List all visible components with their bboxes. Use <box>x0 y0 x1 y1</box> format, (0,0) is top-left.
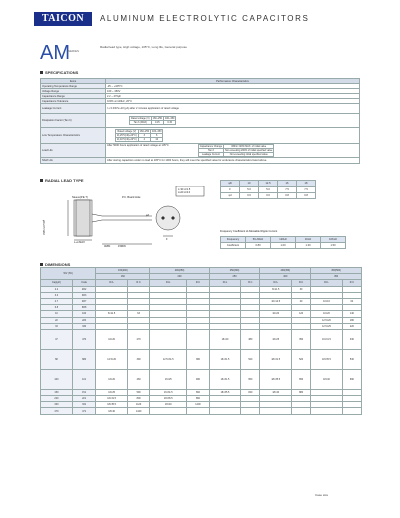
case-size-cell: 8×11.5 <box>96 311 128 317</box>
ripple-current-cell <box>187 408 209 414</box>
ripple-current-cell: 390 <box>127 349 149 369</box>
case-size-cell: 16×31.5 <box>311 329 343 349</box>
imp-subtable <box>115 129 163 142</box>
col-header: D×L <box>311 280 343 286</box>
load-cell: Not exceeding initial specified value <box>224 153 274 157</box>
ripple-current-cell: 1120 <box>127 402 149 408</box>
dim-cell: 16 <box>278 181 297 187</box>
voltage-header: 250(300) <box>209 268 260 274</box>
cap-cell: 22 <box>41 317 73 323</box>
alpha-cell: L≥20 <box>178 191 184 194</box>
table-row <box>41 369 362 389</box>
alpha-cell: α=1.5 <box>184 188 191 191</box>
col-header: D×L <box>260 280 292 286</box>
spec-label: Shelf Life <box>41 158 106 164</box>
spec-label: Capacitance Range <box>41 94 106 99</box>
case-size-cell: 12.5×20 <box>311 317 343 323</box>
spec-label: Dissipation Factor (Tan δ) <box>41 114 106 128</box>
code-header: Code <box>72 280 95 286</box>
col-header: D×L <box>96 280 128 286</box>
frequency-table <box>220 236 346 249</box>
imp-cell: 160~250 <box>139 130 150 133</box>
imp-cell: Z(-25°C)/Z(+20°C) <box>117 134 137 137</box>
col-header: R.C <box>127 280 149 286</box>
cap-cell: 47 <box>41 329 73 349</box>
voltage-subheader: 160 <box>96 274 150 280</box>
case-size-cell: 10×20 <box>260 311 292 317</box>
case-size-cell <box>209 408 241 414</box>
voltage-header: 200(250) <box>150 268 209 274</box>
code-cell: 4R7 <box>72 298 95 304</box>
freq-cell: Coefficient <box>221 243 246 249</box>
brand-logo: TAICON <box>34 12 92 26</box>
case-size-cell: 16×31.5 <box>209 369 241 389</box>
case-size-note: Case size <box>315 493 329 497</box>
ripple-current-cell: 220 <box>342 323 361 329</box>
voltage-header: 160(200) <box>96 268 150 274</box>
dim-cell: 0.6 <box>240 193 259 199</box>
ripple-current-cell: 530 <box>342 349 361 369</box>
spec-header-performance: Performance Characteristics <box>106 79 360 84</box>
imp-cell: 10 <box>151 138 163 142</box>
dim-cell: 0.8 <box>297 193 316 199</box>
cap-header: Cap(μF) <box>41 280 73 286</box>
case-size-cell: 18×40 <box>96 408 128 414</box>
spec-label: Voltage Range <box>41 89 106 94</box>
col-header: R.C <box>291 280 310 286</box>
col-header: R.C <box>187 280 209 286</box>
case-size-cell: 16×20 <box>209 329 241 349</box>
cap-cell: 68 <box>41 349 73 369</box>
case-size-cell: 10×20 <box>311 311 343 317</box>
ripple-current-cell: 1440 <box>127 408 149 414</box>
section-specifications: SPECIFICATIONS <box>40 70 78 75</box>
load-cell: Not exceeding 200% of initial specified value <box>225 149 273 152</box>
freq-cell: 10KHz <box>321 237 346 243</box>
case-size-cell: 18×40 <box>150 402 187 408</box>
ripple-current-cell <box>342 408 361 414</box>
df-cell: 160~250 <box>152 117 162 120</box>
series-name: AM <box>40 42 70 64</box>
case-size-cell: 16×31.5 <box>150 389 187 395</box>
case-size-cell: 12.5×20 <box>96 349 128 369</box>
table-row <box>41 329 362 349</box>
df-cell: 0.15 <box>163 121 175 125</box>
freq-cell: 50~60Hz <box>246 237 271 243</box>
ripple-current-cell: 40 <box>291 298 310 304</box>
case-size-cell: 8×11.5 <box>260 286 292 292</box>
case-size-cell: 12.5×25 <box>311 323 343 329</box>
ripple-current-cell: 460 <box>127 369 149 389</box>
case-size-cell: 18×35.5 <box>96 402 128 408</box>
spec-label: Load Life <box>41 144 106 158</box>
ripple-current-cell: 590 <box>127 389 149 395</box>
freq-cell: 1.00 <box>271 243 296 249</box>
document-title: ALUMINUM ELECTROLYTIC CAPACITORS <box>100 14 310 23</box>
ripple-current-cell: 64 <box>342 298 361 304</box>
dim-cell: 7.5 <box>278 187 297 193</box>
ripple-current-cell: 690 <box>342 369 361 389</box>
voltage-header: 400(450) <box>260 268 311 274</box>
ripple-current-cell: 330 <box>342 329 361 349</box>
lead-diameter-label: φd <box>146 214 150 217</box>
code-cell: 330 <box>72 323 95 329</box>
dim-cell: 10 <box>240 181 259 187</box>
imp-cell: 400~450 <box>152 130 162 133</box>
spec-value: -25 ~ +105°C <box>106 84 360 89</box>
body-length-label: L+α MAX <box>74 241 85 244</box>
dim-cell: 18 <box>297 181 316 187</box>
lead-min2-label: 4MIN <box>104 245 111 248</box>
voltage-subheader: 450 <box>311 274 362 280</box>
code-cell: 680 <box>72 349 95 369</box>
spec-label: Operating Temperature Range <box>41 84 106 89</box>
sleeve-label: Sleeve(P.E.T) <box>72 196 88 199</box>
case-size-cell: 16×25 <box>96 389 128 395</box>
ripple-current-cell: 1200 <box>187 402 209 408</box>
code-cell: 470 <box>72 329 95 349</box>
spec-df-cell <box>106 114 360 128</box>
col-header: R.C <box>342 280 361 286</box>
spec-value: ±20% at 120Hz, 20°C <box>106 99 360 104</box>
ripple-current-cell: 860 <box>187 396 209 402</box>
freq-cell: Frequency <box>221 237 246 243</box>
imp-cell: 3 <box>138 134 150 138</box>
case-size-cell: 16×31.5 <box>209 349 241 369</box>
case-size-cell: 16×31.5 <box>96 396 128 402</box>
col-header: D×L <box>209 280 241 286</box>
wv-header: WV (SV) <box>41 268 96 280</box>
code-cell: 2R2 <box>72 286 95 292</box>
case-size-cell: 18×40 <box>311 369 343 389</box>
cap-cell: 4.7 <box>41 298 73 304</box>
case-size-cell <box>260 408 292 414</box>
ripple-current-cell: 380 <box>241 329 260 349</box>
ripple-current-cell: 480 <box>187 369 209 389</box>
dim-cell: φd <box>221 193 240 199</box>
ripple-current-cell <box>187 329 209 349</box>
imp-cell: Rated voltage (V) <box>116 130 139 134</box>
alpha-cell: L<20 <box>178 188 184 191</box>
ripple-current-cell: 650 <box>241 369 260 389</box>
case-size-cell: 10×20 <box>96 329 128 349</box>
code-cell: 101 <box>72 369 95 389</box>
spec-table <box>40 78 360 164</box>
code-cell: 471 <box>72 408 95 414</box>
freq-cell: 120Hz <box>271 237 296 243</box>
spec-load-cell <box>106 144 360 158</box>
cap-cell: 2.2 <box>41 286 73 292</box>
load-subtable <box>198 144 275 157</box>
alpha-cell: α=2.0 <box>183 191 191 194</box>
series-description: Radial lead type, High voltage, 105°C, Long life, General purpose <box>100 45 187 49</box>
freq-cell: 1.50 <box>321 243 346 249</box>
table-row <box>41 349 362 369</box>
voltage-header: 450(500) <box>311 268 362 274</box>
spec-value: 160 ~ 450V <box>106 89 360 94</box>
dim-cell: 5.0 <box>259 187 278 193</box>
case-size-cell: 16×25 <box>150 369 187 389</box>
cap-cell: 150 <box>41 389 73 395</box>
spec-label: Capacitance Tolerance <box>41 99 106 104</box>
lead-min-label: 15MIN <box>118 245 126 248</box>
freq-cell: 1KHz <box>296 237 321 243</box>
voltage-subheader: 250 <box>209 274 260 280</box>
case-size-cell: 18×31.5 <box>260 349 292 369</box>
cap-cell: 33 <box>41 323 73 329</box>
alpha-note <box>178 188 204 194</box>
spec-label: Low Temperature Characteristics <box>41 128 106 144</box>
ripple-current-cell <box>241 408 260 414</box>
code-cell: 6R8 <box>72 305 95 311</box>
spec-label: Leakage Current <box>41 104 106 114</box>
ripple-current-cell: 880 <box>291 389 310 395</box>
case-size-cell: 18×35.5 <box>311 349 343 369</box>
code-cell: 3R3 <box>72 292 95 298</box>
case-size-cell <box>150 329 187 349</box>
df-subtable <box>129 116 176 125</box>
df-cell: 400~450 <box>164 117 175 120</box>
dim-cell: 0.6 <box>259 193 278 199</box>
ripple-current-cell: 380 <box>187 349 209 369</box>
load-cell: Leakage Current <box>198 153 223 157</box>
ripple-current-cell: 520 <box>241 349 260 369</box>
cap-cell: 220 <box>41 396 73 402</box>
spec-value: After storing capacitors under no load at 105°C for 1000 hours, they will meet the specified value for endurance characteristics listed above. <box>106 158 360 164</box>
ripple-current-cell: 140 <box>342 311 361 317</box>
spec-value: 2.2 ~ 470μF <box>106 94 360 99</box>
ripple-current-cell: 180 <box>342 317 361 323</box>
col-header: R.C <box>241 280 260 286</box>
dim-cell: φD <box>221 181 240 187</box>
cap-cell: 100 <box>41 369 73 389</box>
dim-cell: 0.8 <box>278 193 297 199</box>
load-cell: Capacitance Change <box>199 145 223 148</box>
case-size-cell: 16×25 <box>260 329 292 349</box>
freq-cell: 1.30 <box>296 243 321 249</box>
code-cell: 100 <box>72 311 95 317</box>
ripple-current-cell: 30 <box>291 286 310 292</box>
pcb-hole-label: P.C. Board Hole <box>122 196 141 199</box>
ripple-current-cell: 120 <box>291 311 310 317</box>
voltage-subheader: 200 <box>150 274 209 280</box>
spec-imp-cell <box>106 128 360 144</box>
ripple-current-cell <box>291 408 310 414</box>
imp-cell: 4 <box>138 138 150 142</box>
df-cell: 0.15 <box>151 121 163 125</box>
table-row <box>41 408 362 414</box>
load-life-text: After 5000 hours application of rated voltage at 105°C <box>107 144 169 147</box>
case-size-cell: 10×12.5 <box>260 298 292 304</box>
section-dimensions: DIMENSIONS <box>40 262 70 267</box>
case-size-cell: 18×35.5 <box>260 369 292 389</box>
df-cell: Tan δ (MAX) <box>130 121 152 125</box>
ripple-current-cell: 650 <box>291 369 310 389</box>
dim-cell: 7.5 <box>297 187 316 193</box>
case-size-cell <box>311 408 343 414</box>
section-drawing: RADIAL LEAD TYPE <box>40 178 84 183</box>
case-size-cell: 18×35.5 <box>209 389 241 395</box>
case-size-cell: 10×16 <box>311 298 343 304</box>
lead-dimension-table <box>220 180 316 199</box>
spec-value: I ≤ 0.03CV+10 (μA) after 2 minutes application of rated voltage <box>106 104 360 114</box>
col-header: D×L <box>150 280 187 286</box>
pitch-label: F <box>166 238 168 241</box>
cap-cell: 3.3 <box>41 292 73 298</box>
case-size-cell <box>150 408 187 414</box>
imp-cell: Z(-40°C)/Z(+20°C) <box>117 138 137 141</box>
ripple-current-cell: 270 <box>127 329 149 349</box>
code-cell: 220 <box>72 317 95 323</box>
imp-cell: 6 <box>151 134 163 138</box>
case-size-cell: 16×20 <box>96 369 128 389</box>
cap-cell: 330 <box>41 402 73 408</box>
case-size-cell: 18×35.5 <box>150 396 187 402</box>
case-size-cell: 12.5×31.5 <box>150 349 187 369</box>
code-cell: 151 <box>72 389 95 395</box>
code-cell: 221 <box>72 396 95 402</box>
ripple-current-cell: 520 <box>291 349 310 369</box>
load-cell: Within ±20% MAX. of initial value <box>224 145 274 149</box>
df-cell: Rated voltage (V) <box>131 117 150 120</box>
ripple-current-cell: 840 <box>241 389 260 395</box>
spec-header-items: Items <box>41 79 106 84</box>
freq-cell: 0.80 <box>246 243 271 249</box>
cap-cell: 10 <box>41 311 73 317</box>
voltage-subheader: 400 <box>260 274 311 280</box>
dim-cell: F <box>221 187 240 193</box>
freq-table-title: Frequency Coefficient of Allowable Ripple Current <box>220 230 278 233</box>
ripple-current-cell: 800 <box>127 396 149 402</box>
series-label: SERIES <box>68 49 80 53</box>
ripple-current-cell: 660 <box>187 389 209 395</box>
dim-cell: 12.5 <box>259 181 278 187</box>
dim-cell: 5.0 <box>240 187 259 193</box>
diameter-label: φD+0.5 MAX <box>42 220 45 236</box>
cap-cell: 470 <box>41 408 73 414</box>
ripple-current-cell: 63 <box>127 311 149 317</box>
load-cell: Tan δ <box>198 149 223 153</box>
case-size-cell: 18×40 <box>260 389 292 395</box>
code-cell: 331 <box>72 402 95 408</box>
cap-cell: 6.8 <box>41 305 73 311</box>
dimensions-table <box>40 267 362 415</box>
ripple-current-cell: 350 <box>291 329 310 349</box>
